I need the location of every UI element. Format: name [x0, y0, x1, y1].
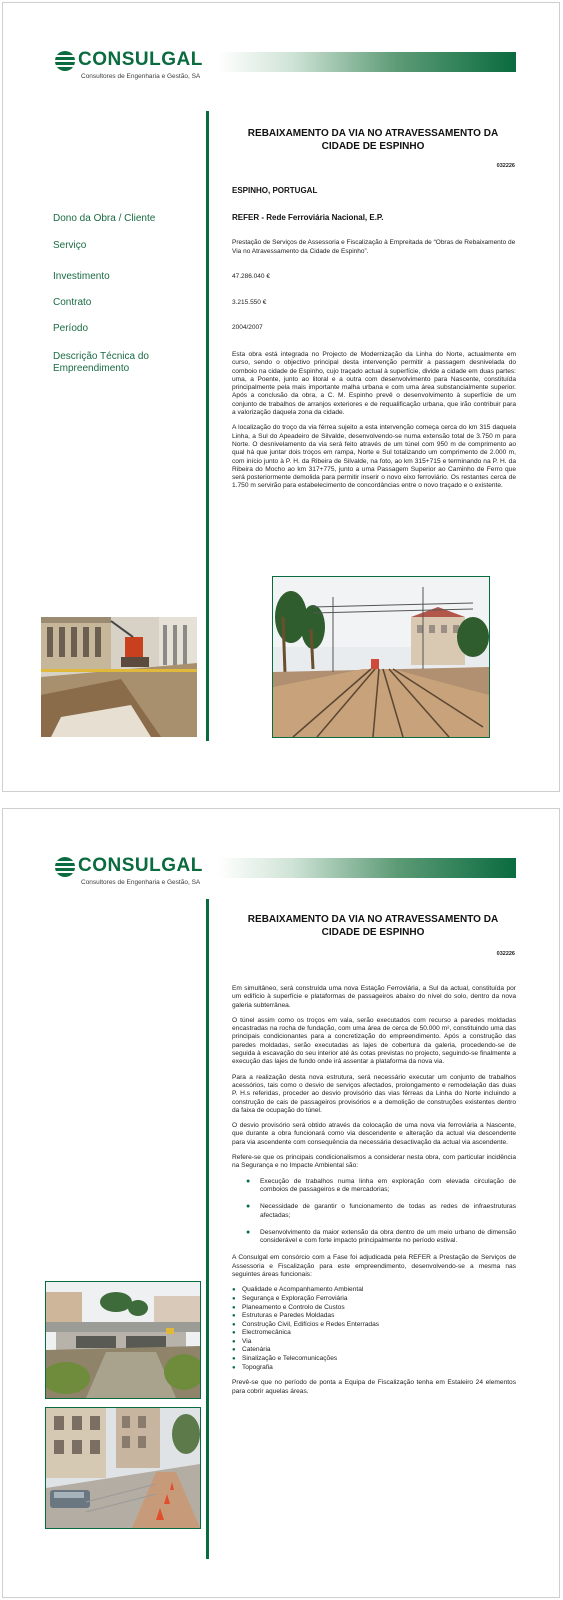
page-title: REBAIXAMENTO DA VIA NO ATRAVESSAMENTO DA CIDADE DE ESPINHO	[247, 914, 499, 938]
description-text	[232, 351, 516, 498]
list-item: ● Qualidade e Acompanhamento Ambiental	[232, 1286, 516, 1295]
logo-tagline: Consultores de Engenharia e Gestão, SA	[81, 879, 201, 886]
paragraph: Refere-se que os principais condicionalismos a considerar nesta obra, com particular incidência na Segurança e no Impacte Ambiental são:	[232, 1154, 516, 1170]
project-code: 032226	[496, 951, 515, 957]
list-item: ● Via	[232, 1338, 516, 1347]
paragraph: Prevê-se que no período de ponta a Equipa de Fiscalização tenha em Estaleiro 24 elementos para cobrir aquelas áreas.	[232, 1379, 516, 1395]
bridge-works-photo	[45, 1281, 201, 1399]
list-item: ● Topografia	[232, 1364, 516, 1373]
paragraph: A Consulgal em consórcio com a Fase foi adjudicada pela REFER a Prestação de Serviços de Assessoria e Fiscalização para este empreendimento, desenvolvendo-se a mesma nas seguintes áreas funcionais:	[232, 1254, 516, 1279]
list-item: ● Electromecânica	[232, 1329, 516, 1338]
list-item: ● Estruturas e Paredes Moldadas	[232, 1312, 516, 1321]
page-2	[2, 808, 560, 1598]
functional-areas-list	[232, 1286, 516, 1372]
value-period: 2004/2007	[232, 324, 263, 331]
paragraph: A localização do troço da via férrea sujeito a esta intervenção começa cerca do km 315 daquela Linha, a Sul do Apeadeiro de Silvalde, desenvolvendo-se numa extensão total de 3.750 m para Norte. O desnivelamento da via será feito através de um túnel com 950 m de comprimento ao qual há que juntar dois troços em rampa, Norte e Sul totalizando um comprimento de 2.000 m, com início junto à P. H. da Ribeira de Silvalde, na foto, ao km 315+715 e terminando na P. H. da Ribeira do Mocho ao km 317+775, junto a uma Passagem Superior ao Caminho de Ferro que será posteriormente demolida para permitir inserir o novo eixo ferroviário. Os restantes cerca de 1.750 m servirão para estabelecimento de concordâncias entre o novo traçado e o existente.	[232, 424, 516, 490]
list-item: ● Segurança e Exploração Ferroviária	[232, 1295, 516, 1304]
value-client: REFER - Rede Ferroviária Nacional, E.P.	[232, 213, 384, 222]
logo-tagline: Consultores de Engenharia e Gestão, SA	[81, 73, 201, 80]
list-item: ● Execução de trabalhos numa linha em exploração com elevada circulação de comboios de passageiros e de mercadorias;	[232, 1178, 516, 1195]
construction-site-photo	[41, 617, 197, 737]
location: ESPINHO, PORTUGAL	[232, 186, 318, 195]
label-description: Descrição Técnica do Empreendimento	[53, 351, 149, 374]
value-service: Prestação de Serviços de Assessoria e Fiscalização à Empreitada de “Obras de Rebaixamento de Via no Atravessamento da Cidade de Espinho”.	[232, 239, 516, 255]
paragraph: O túnel assim como os troços em vala, serão executados com recurso a paredes moldadas encastradas na rocha de fundação, com uma área de cerca de 50.000 m², constituindo uma das principais condicionantes para a concretização do empreendimento. Após a construção das paredes moldadas, serão executadas as lajes de cobertura da galeria, procedendo-se de seguida à escavação do seu interior até às cotas previstas no projecto, seguindo-se finalmente a execução das lajes de fundo onde irá assentar a plataforma da nova via.	[232, 1016, 516, 1066]
header-banner	[218, 52, 516, 72]
description-text	[232, 985, 516, 1403]
project-code: 032226	[496, 163, 515, 169]
railway-tracks-photo	[272, 576, 490, 738]
logo-wordmark: CONSULGAL	[78, 49, 203, 70]
page-1	[2, 2, 560, 792]
value-investment: 47.286.040 €	[232, 273, 270, 280]
constraints-list	[232, 1178, 516, 1246]
value-contract: 3.215.550 €	[232, 299, 267, 306]
list-item: ● Planeamento e Controlo de Custos	[232, 1304, 516, 1313]
divider-line	[206, 111, 209, 741]
list-item: ● Construção Civil, Edifícios e Redes Enterradas	[232, 1321, 516, 1330]
list-item: ● Desenvolvimento da maior extensão da obra dentro de um meio urbano de dimensão considerável e com forte impacto principalmente no período estival.	[232, 1229, 516, 1246]
logo-globe-icon	[55, 51, 75, 71]
paragraph: Esta obra está integrada no Projecto de Modernização da Linha do Norte, actualmente em curso, sendo o objectivo principal desta intervenção permitir a passagem desnivelada do comboio na cidade de Espinho, cujo traçado actual à superfície, divide a cidade em duas partes: uma, a Poente, junto ao litoral e a outra com desenvolvimento para Nascente, constituída principalmente pela mais importante malha urbana e com uma área substancialmente superior. Após a conclusão da obra, a C. M. Espinho prevê o desenvolvimento à superfície de um conjunto de trabalhos de arranjos exteriores e de requalificação urbana, que irão contribuir para a valorização daquela zona da cidade.	[232, 351, 516, 417]
list-item: ● Catenária	[232, 1346, 516, 1355]
logo-globe-icon	[55, 857, 75, 877]
label-client: Dono da Obra / Cliente	[53, 213, 156, 224]
page-title: REBAIXAMENTO DA VIA NO ATRAVESSAMENTO DA CIDADE DE ESPINHO	[247, 128, 499, 152]
paragraph: Em simultâneo, será construída uma nova Estação Ferroviária, a Sul da actual, constituída por um edifício à superfície e plataformas de passageiros abaixo do nível do solo, dentro da nova galeria subterrânea.	[232, 985, 516, 1009]
label-contract: Contrato	[53, 297, 92, 308]
paragraph: O desvio provisório será obtido através da colocação de uma nova via ferroviária a Nascente, que durante a obra funcionará como via descendente e alteração da actual via descendente para via ascendente com consequência da necessária desactivação da actual via ascendente.	[232, 1122, 516, 1146]
label-service: Serviço	[53, 240, 87, 251]
label-investment: Investimento	[53, 271, 110, 282]
label-period: Período	[53, 323, 89, 334]
logo-wordmark: CONSULGAL	[78, 855, 203, 876]
list-item: ● Necessidade de garantir o funcionamento de todas as redes de infraestruturas afectadas;	[232, 1203, 516, 1220]
paragraph: Para a realização desta nova estrutura, será necessário executar um conjunto de trabalhos acessórios, tais como o desvio de serviços afectados, prolongamento e remodelação das duas P. H.s referidas, proceder ao desvio provisório das vias férreas da Linha do Norte incluindo a construção de cais de passageiros provisórios e a demolição de construções existentes dentro da faixa de ocupação do túnel.	[232, 1073, 516, 1114]
list-item: ● Sinalização e Telecomunicações	[232, 1355, 516, 1364]
divider-line	[206, 899, 209, 1559]
street-works-photo	[45, 1407, 201, 1529]
header-banner	[218, 858, 516, 878]
